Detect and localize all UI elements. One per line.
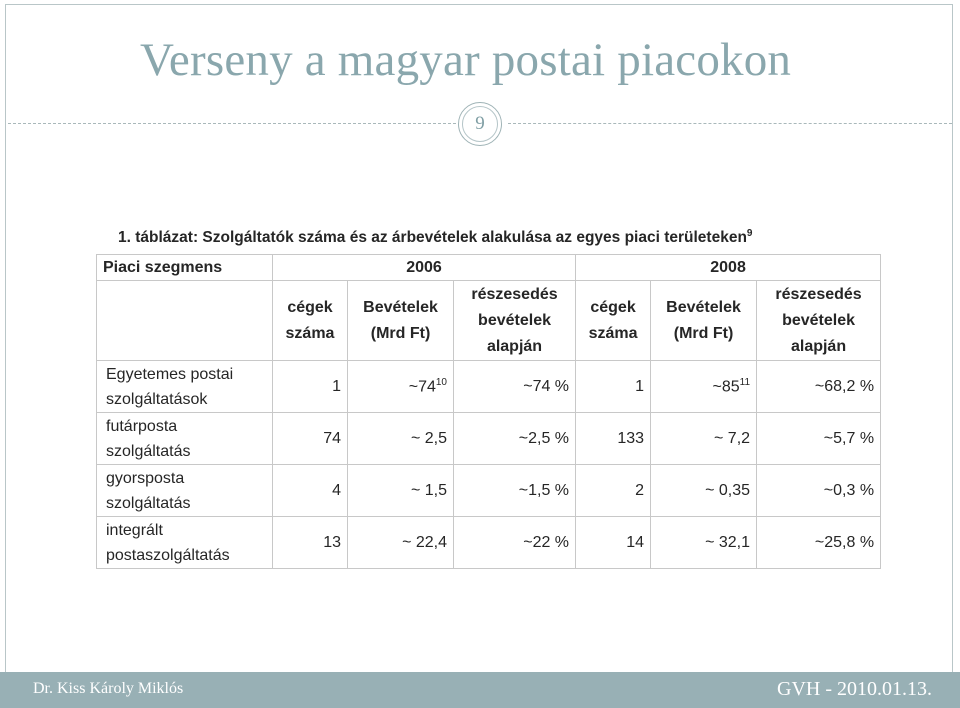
share-2006: ~74 % bbox=[454, 361, 576, 413]
segment-label: integrált postaszolgáltatás bbox=[97, 517, 273, 569]
companies-2006: 13 bbox=[273, 517, 348, 569]
page-number-badge bbox=[458, 102, 502, 146]
revenue-2008: ~ 32,1 bbox=[651, 517, 757, 569]
companies-2008: 133 bbox=[576, 413, 651, 465]
table-row bbox=[97, 465, 881, 517]
share-2008: ~0,3 % bbox=[757, 465, 881, 517]
share-2006: ~22 % bbox=[454, 517, 576, 569]
footer-bar bbox=[0, 672, 960, 708]
table-caption-footnote: 9 bbox=[746, 228, 753, 239]
share-2008: ~25,8 % bbox=[757, 517, 881, 569]
segment-label: Egyetemes postai szolgáltatások bbox=[97, 361, 273, 413]
companies-2006: 74 bbox=[273, 413, 348, 465]
revenue-2008: ~ 0,35 bbox=[651, 465, 757, 517]
share-2008: ~5,7 % bbox=[757, 413, 881, 465]
revenue-2006: ~ 1,5 bbox=[348, 465, 454, 517]
revenue-2008: $\sim 85^{11}$ bbox=[651, 361, 757, 413]
col-header-companies-2006: cégek száma bbox=[273, 281, 348, 361]
share-2006: ~2,5 % bbox=[454, 413, 576, 465]
table-caption bbox=[118, 228, 752, 247]
segment-label: gyorsposta szolgáltatás bbox=[97, 465, 273, 517]
companies-2008: 14 bbox=[576, 517, 651, 569]
footer-event-date: GVH - 2010.01.13. bbox=[777, 678, 932, 700]
col-header-companies-2008: cégek száma bbox=[576, 281, 651, 361]
companies-2006: 4 bbox=[273, 465, 348, 517]
slide-title: Verseny a magyar postai piacokon bbox=[140, 34, 792, 86]
revenue-2006: $\sim 74^{10}$ bbox=[348, 361, 454, 413]
revenue-2006: ~ 2,5 bbox=[348, 413, 454, 465]
title-divider-right bbox=[508, 123, 952, 124]
table-row bbox=[97, 361, 881, 413]
segment-header-blank bbox=[97, 281, 273, 361]
market-segment-table bbox=[96, 254, 881, 569]
col-header-revenue-2006: Bevételek (Mrd Ft) bbox=[348, 281, 454, 361]
year-header-2006: 2006 bbox=[273, 255, 576, 281]
table-row bbox=[97, 413, 881, 465]
companies-2008: 2 bbox=[576, 465, 651, 517]
share-2006: ~1,5 % bbox=[454, 465, 576, 517]
title-divider-left bbox=[8, 123, 456, 124]
page-number: 9 bbox=[462, 106, 498, 142]
segment-label: futárposta szolgáltatás bbox=[97, 413, 273, 465]
revenue-2006: ~ 22,4 bbox=[348, 517, 454, 569]
table-header-row-years bbox=[97, 255, 881, 281]
table-header-row-columns bbox=[97, 281, 881, 361]
table-caption-text: 1. táblázat: Szolgáltatók száma és az árbevételek alakulása az egyes piaci területeken bbox=[118, 229, 747, 247]
revenue-2008: ~ 7,2 bbox=[651, 413, 757, 465]
companies-2008: 1 bbox=[576, 361, 651, 413]
year-header-2008: 2008 bbox=[576, 255, 881, 281]
share-2008: ~68,2 % bbox=[757, 361, 881, 413]
col-header-revenue-2008: Bevételek (Mrd Ft) bbox=[651, 281, 757, 361]
segment-header: Piaci szegmens bbox=[97, 255, 273, 281]
col-header-share-2006: részesedés bevételek alapján bbox=[454, 281, 576, 361]
companies-2006: 1 bbox=[273, 361, 348, 413]
footer-author: Dr. Kiss Károly Miklós bbox=[33, 680, 184, 697]
col-header-share-2008: részesedés bevételek alapján bbox=[757, 281, 881, 361]
table-row bbox=[97, 517, 881, 569]
